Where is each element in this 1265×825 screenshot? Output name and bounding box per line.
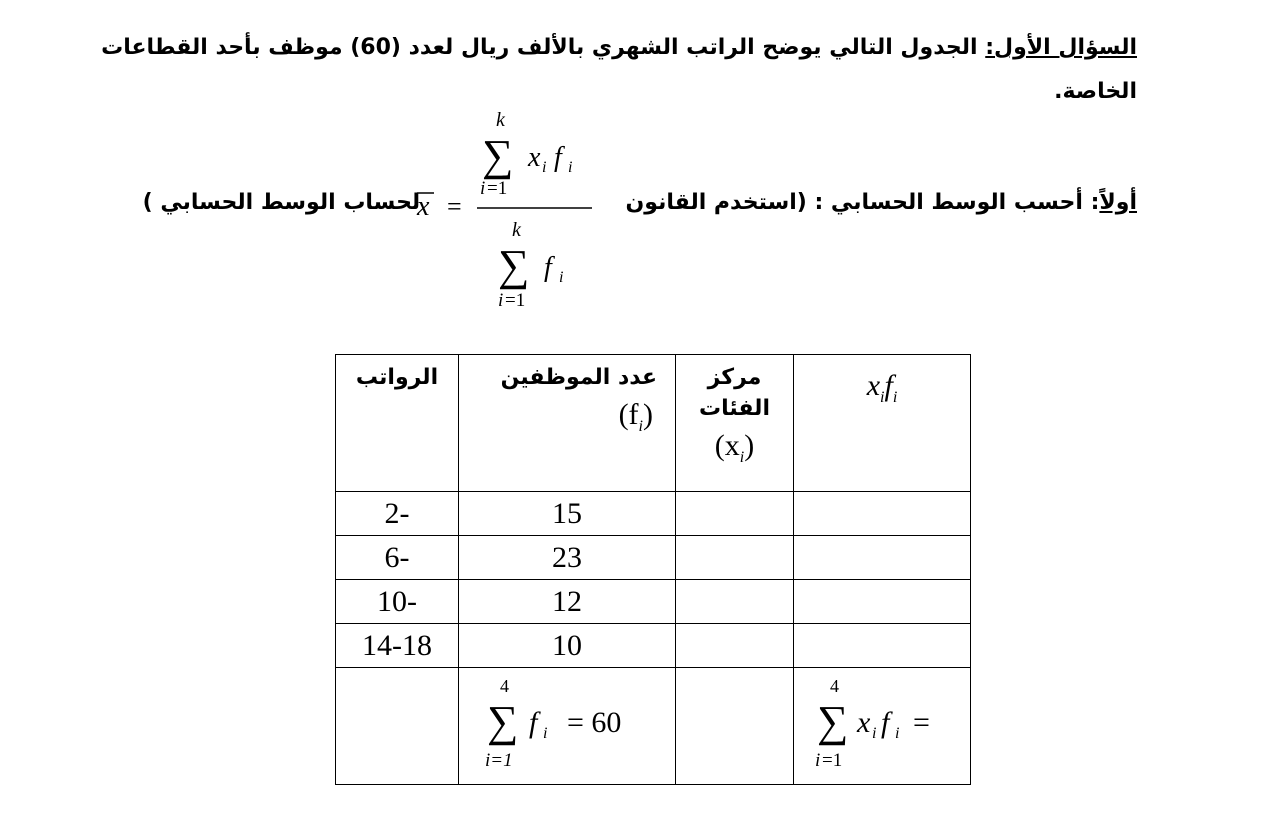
sum-upper-limit: 4	[500, 675, 509, 696]
header-employees	[459, 355, 676, 492]
count-cell: 12	[459, 580, 676, 624]
svg-text:=: =	[913, 705, 930, 739]
center-cell[interactable]	[676, 624, 794, 668]
question-text: الجدول التالي يوضح الراتب الشهري بالألف ريال لعدد (60) موظف بأحد القطاعات الخاصة.	[101, 35, 1137, 104]
mean-formula	[412, 108, 602, 313]
svg-text:f: f	[544, 252, 552, 283]
wage-cell: 6-	[336, 536, 459, 580]
salary-table	[335, 354, 971, 785]
sum-fi-value: = 60	[567, 705, 622, 739]
svg-text:x: x	[528, 142, 541, 173]
sum-xifi-formula	[807, 674, 957, 774]
svg-text:f: f	[529, 705, 538, 739]
svg-text:i: i	[872, 724, 877, 742]
total-xifi-cell[interactable]	[794, 668, 971, 785]
header-employees-sym-text: (f	[618, 398, 639, 431]
svg-text:∑: ∑	[498, 241, 530, 290]
svg-text:=1: =1	[487, 178, 508, 199]
question-title	[57, 26, 1137, 114]
header-center-line2: الفئات	[699, 396, 770, 421]
count-cell: 10	[459, 624, 676, 668]
center-cell[interactable]	[676, 580, 794, 624]
count-cell: 23	[459, 536, 676, 580]
header-xifi	[794, 355, 971, 492]
total-fi-cell	[459, 668, 676, 785]
table-row	[336, 624, 971, 668]
table-header-row	[336, 355, 971, 492]
svg-text:i: i	[542, 159, 547, 176]
header-class-center	[676, 355, 794, 492]
svg-text:k: k	[496, 109, 505, 131]
svg-text:i: i	[559, 269, 564, 286]
count-cell: 15	[459, 492, 676, 536]
table-row	[336, 492, 971, 536]
sum-lower-limit: i=1	[485, 749, 513, 771]
header-wages-label: الرواتب	[355, 365, 439, 390]
svg-text:4: 4	[830, 675, 839, 696]
header-center-sym-text: (x	[714, 429, 740, 462]
svg-text:∑: ∑	[482, 131, 514, 180]
svg-text:∑: ∑	[487, 696, 519, 746]
xifi-cell[interactable]	[794, 580, 971, 624]
header-wages	[336, 355, 459, 492]
svg-text:i: i	[895, 724, 900, 742]
xifi-cell[interactable]	[794, 624, 971, 668]
svg-text:x: x	[857, 705, 871, 739]
svg-text:=: =	[447, 192, 462, 221]
svg-text:=1: =1	[822, 749, 843, 771]
center-cell[interactable]	[676, 536, 794, 580]
svg-text:i: i	[480, 178, 486, 199]
header-employees-symbol: $(f_i)$	[618, 398, 653, 435]
xifi-cell[interactable]	[794, 492, 971, 536]
svg-text:f: f	[881, 705, 890, 739]
svg-text:i: i	[543, 724, 548, 742]
question-label: السؤال الأول:	[985, 35, 1137, 60]
svg-text:f: f	[554, 142, 562, 173]
header-center-line1: مركز	[707, 365, 762, 390]
xifi-cell[interactable]	[794, 536, 971, 580]
part1-instruction	[143, 190, 1137, 215]
wage-cell: 10-	[336, 580, 459, 624]
part1-after-formula: لحساب الوسط الحسابي )	[142, 190, 421, 215]
header-center-symbol: $(x_i)$	[714, 429, 755, 466]
sum-fi-formula	[477, 674, 657, 774]
svg-text:k: k	[512, 219, 521, 241]
wage-cell: 14-18	[336, 624, 459, 668]
svg-text:i: i	[498, 290, 504, 311]
svg-text:x: x	[417, 191, 430, 222]
wage-cell: 2-	[336, 492, 459, 536]
table-row	[336, 580, 971, 624]
header-employees-label: عدد الموظفين	[500, 365, 657, 390]
svg-text:=1: =1	[505, 290, 526, 311]
svg-text:∑: ∑	[817, 696, 849, 746]
header-xifi-symbol: $x_if_i$	[866, 369, 898, 406]
part1-text: : أحسب الوسط الحسابي : (استخدم القانون	[625, 190, 1100, 215]
part1-label: أولاً	[1099, 190, 1137, 215]
total-center-cell	[676, 668, 794, 785]
table-row	[336, 536, 971, 580]
total-empty-cell	[336, 668, 459, 785]
table-total-row	[336, 668, 971, 785]
svg-text:i: i	[815, 749, 821, 771]
svg-text:i: i	[568, 159, 573, 176]
center-cell[interactable]	[676, 492, 794, 536]
